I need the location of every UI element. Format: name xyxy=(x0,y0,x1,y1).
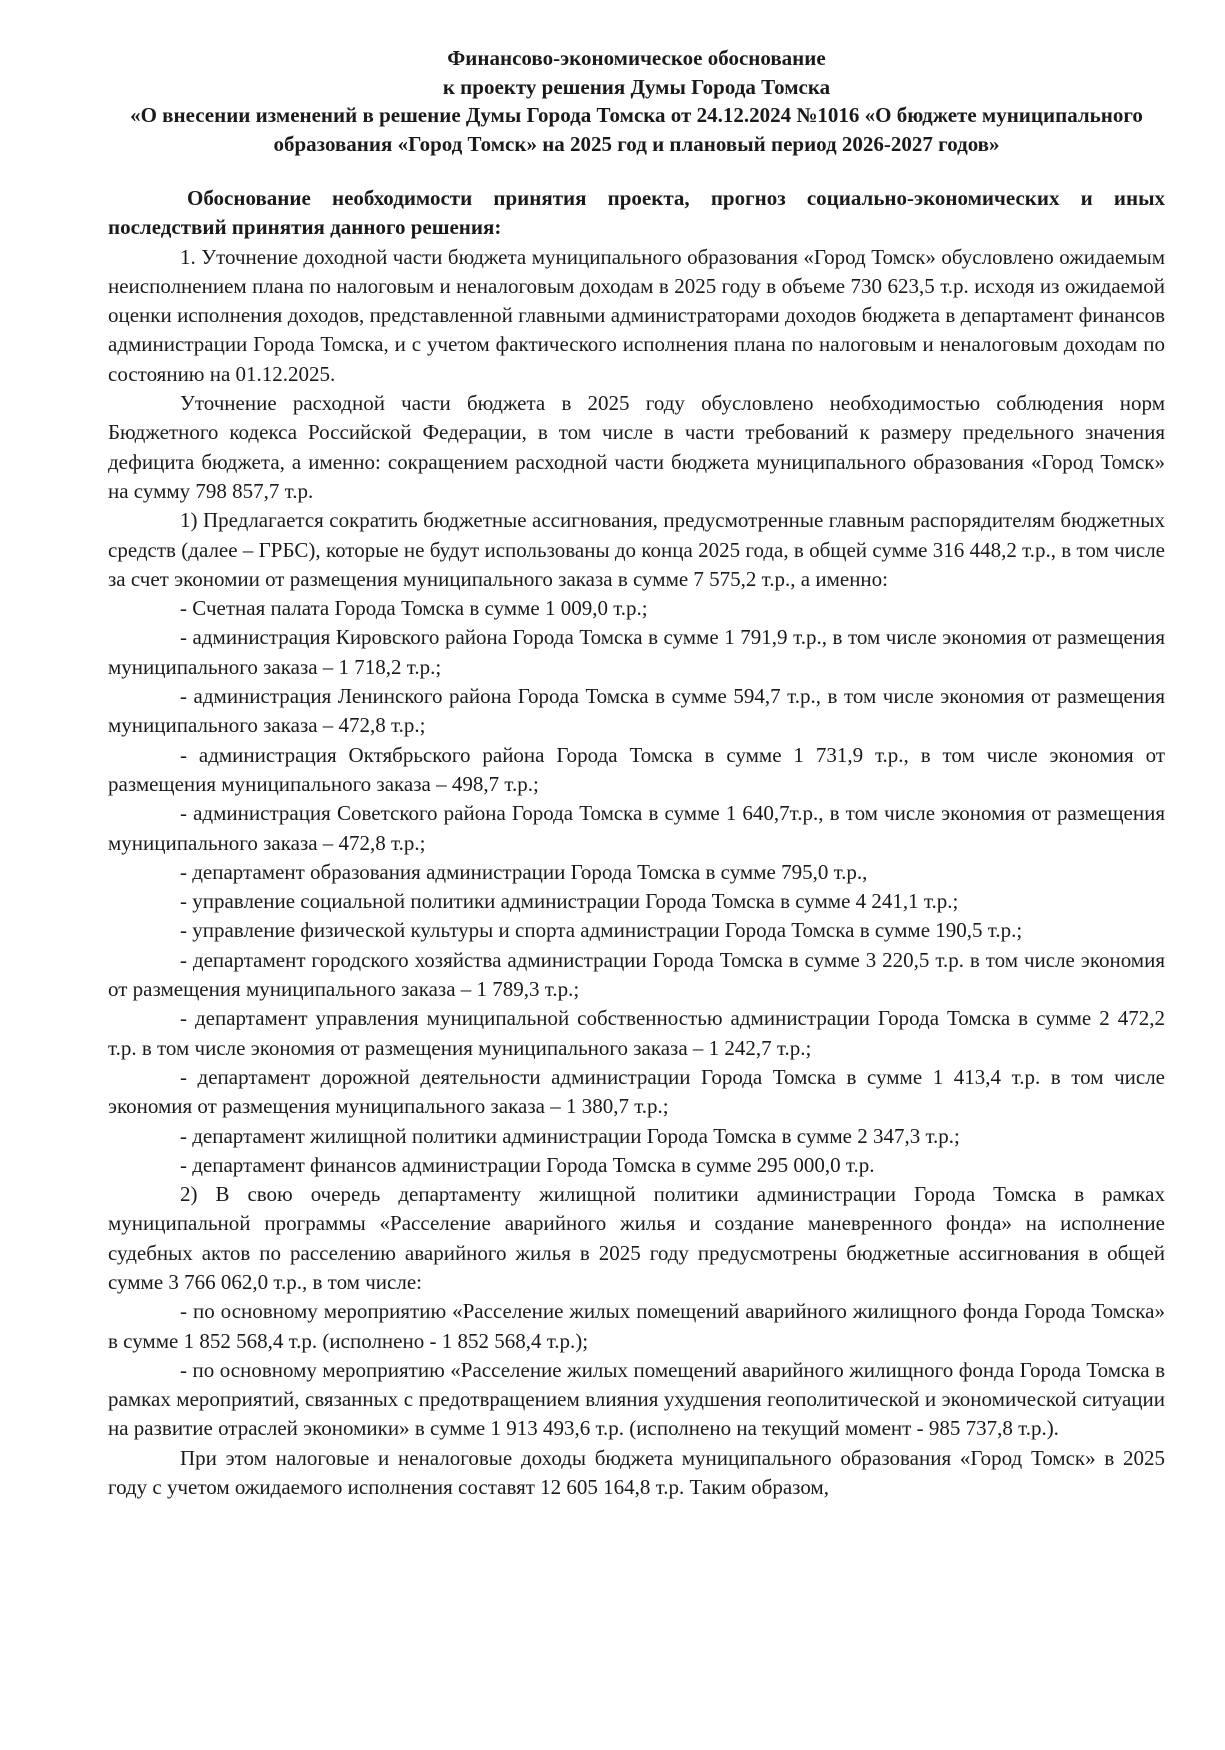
list-item: - департамент финансов администрации Города Томска в сумме 295 000,0 т.р. xyxy=(180,1152,875,1177)
paragraph-expense-refinement: Уточнение расходной части бюджета в 2025 году обусловлено необходимостью соблюдения норм Бюджетного кодекса Российской Федерации, в том числе в части требований к размеру предельного значения дефицита бюджета, а именно: сокращением расходной части бюджета муниципального образования «Город Томск» на сумму 798 857,7 т.р. xyxy=(108,391,1165,503)
list-item: - по основному мероприятию «Расселение жилых помещений аварийного жилищного фонда Города Томска» в сумме 1 852 568,4 т.р. (исполнено - 1 852 568,4 т.р.); xyxy=(108,1299,1165,1353)
document-title xyxy=(108,44,1165,158)
paragraph-reduction-proposal: 1) Предлагается сократить бюджетные ассигнования, предусмотренные главным распорядителям бюджетных средств (далее – ГРБС), которые не будут использованы до конца 2025 года, в общей сумме 316 448,2 т.р., в том числе за счет экономии от размещения муниципального заказа в сумме 7 575,2 т.р., а именно: xyxy=(108,508,1165,591)
paragraph-housing-allocation: 2) В свою очередь департаменту жилищной политики администрации Города Томска в рамках муниципальной программы «Расселение аварийного жилья и создание маневренного фонда» на исполнение судебных актов по расселению аварийного жилья в 2025 году предусмотрены бюджетные ассигнования в общей сумме 3 766 062,0 т.р., в том числе: xyxy=(108,1182,1165,1294)
list-item: - департамент образования администрации Города Томска в сумме 795,0 т.р., xyxy=(180,859,868,884)
paragraph-revenue-refinement: 1. Уточнение доходной части бюджета муниципального образования «Город Томск» обусловлено ожидаемым неисполнением плана по налоговым и неналоговым доходам в 2025 году в объеме 730 623,5 т.р. исходя из ожидаемой оценки исполнения доходов, представленной главными администраторами доходов бюджета в департамент финансов администрации Города Томска, и с учетом фактического исполнения плана по налоговым и неналоговым доходам по состоянию на 01.12.2025. xyxy=(108,244,1165,386)
reductions-list xyxy=(108,594,1165,1180)
list-item: - департамент дорожной деятельности администрации Города Томска в сумме 1 413,4 т.р. в том числе экономия от размещения муниципального заказа – 1 380,7 т.р.; xyxy=(108,1064,1165,1119)
title-line-3: «О внесении изменений в решение Думы Города Томска от 24.12.2024 №1016 «О бюджете муниципального образования «Город Томск» на 2025 год и плановый период 2026-2027 годов» xyxy=(130,103,1143,156)
measures-list xyxy=(108,1297,1165,1443)
list-item: - администрация Октябрьского района Города Томска в сумме 1 731,9 т.р., в том числе экономия от размещения муниципального заказа – 498,7 т.р.; xyxy=(108,742,1165,796)
list-item: - управление социальной политики администрации Города Томска в сумме 4 241,1 т.р.; xyxy=(180,889,959,914)
list-item: - департамент городского хозяйства администрации Города Томска в сумме 3 220,5 т.р. в том числе экономия от размещения муниципального заказа – 1 789,3 т.р.; xyxy=(108,947,1165,1002)
title-line-1: Финансово-экономическое обоснование xyxy=(447,46,826,70)
paragraph-revenue-summary: При этом налоговые и неналоговые доходы бюджета муниципального образования «Город Томск» в 2025 году с учетом ожидаемого исполнения составят 12 605 164,8 т.р. Таким образом, xyxy=(108,1445,1165,1500)
section-subheading: Обоснование необходимости принятия проекта, прогноз социально-экономических и иных последствий принятия данного решения: xyxy=(108,186,1165,240)
list-item: - администрация Ленинского района Города Томска в сумме 594,7 т.р., в том числе экономия от размещения муниципального заказа – 472,8 т.р.; xyxy=(108,684,1165,738)
list-item: - по основному мероприятию «Расселение жилых помещений аварийного жилищного фонда Города Томска в рамках мероприятий, связанных с предотвращением влияния ухудшения геополитической и экономической ситуации на развитие отраслей экономики» в сумме 1 913 493,6 т.р. (исполнено на текущий момент - 985 737,8 т.р.). xyxy=(108,1357,1165,1441)
list-item: - управление физической культуры и спорта администрации Города Томска в сумме 190,5 т.р.; xyxy=(180,918,1023,943)
list-item: - департамент управления муниципальной собственностью администрации Города Томска в сумме 2 472,2 т.р. в том числе экономия от размещения муниципального заказа – 1 242,7 т.р.; xyxy=(108,1006,1165,1060)
list-item: - Счетная палата Города Томска в сумме 1 009,0 т.р.; xyxy=(180,596,648,621)
list-item: - администрация Кировского района Города Томска в сумме 1 791,9 т.р., в том числе экономия от размещения муниципального заказа – 1 718,2 т.р.; xyxy=(108,625,1165,679)
title-line-2: к проекту решения Думы Города Томска xyxy=(442,74,831,99)
list-item: - департамент жилищной политики администрации Города Томска в сумме 2 347,3 т.р.; xyxy=(180,1123,960,1148)
list-item: - администрация Советского района Города Томска в сумме 1 640,7т.р., в том числе экономия от размещения муниципального заказа – 472,8 т.р.; xyxy=(108,801,1165,855)
